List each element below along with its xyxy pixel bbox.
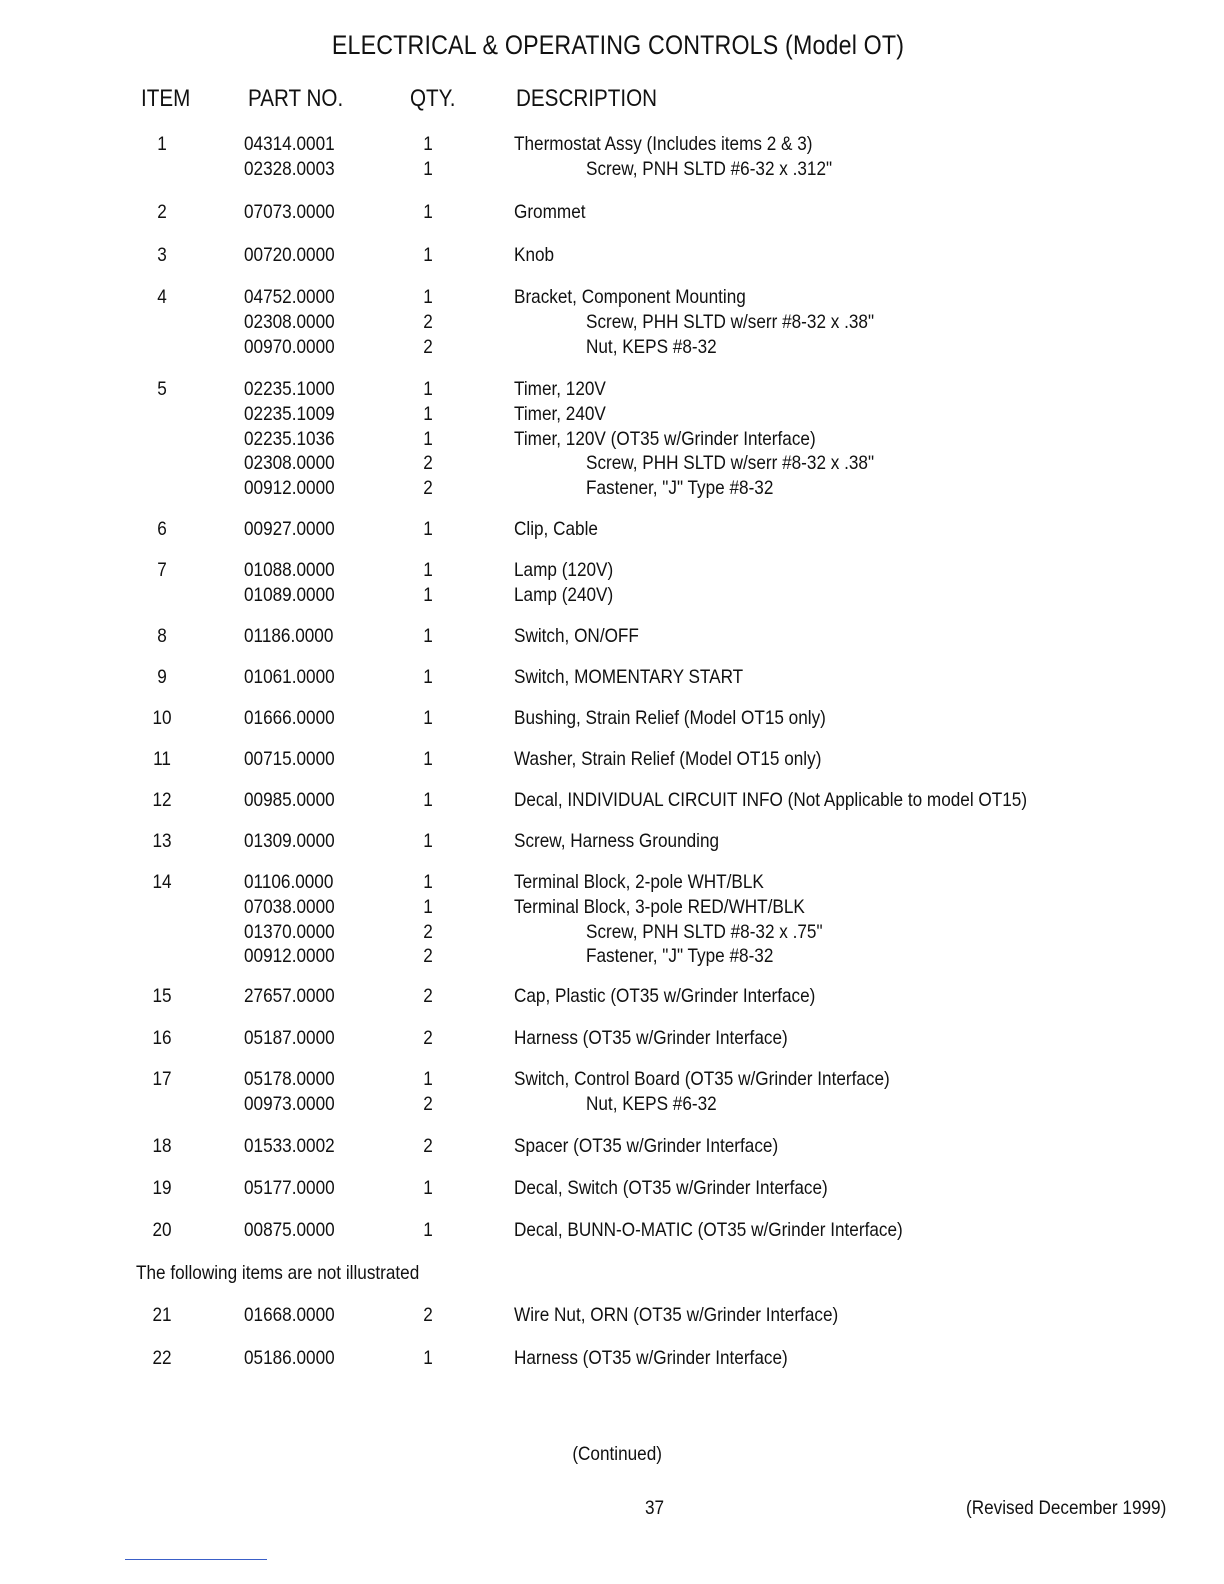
item-group <box>0 665 1224 690</box>
part-number: 00875.0000 <box>244 1219 335 1241</box>
part-number: 00715.0000 <box>244 748 335 770</box>
table-row <box>0 747 1224 772</box>
quantity: 1 <box>423 748 433 770</box>
table-row <box>0 310 1224 335</box>
quantity: 1 <box>423 286 433 308</box>
item-number: 5 <box>157 378 167 400</box>
part-number: 27657.0000 <box>244 985 335 1007</box>
part-number: 04314.0001 <box>244 133 335 155</box>
description: Decal, Switch (OT35 w/Grinder Interface) <box>514 1177 828 1199</box>
item-number: 1 <box>157 133 167 155</box>
quantity: 1 <box>423 518 433 540</box>
part-number: 07073.0000 <box>244 201 335 223</box>
part-number: 00927.0000 <box>244 518 335 540</box>
item-number: 9 <box>157 666 167 688</box>
table-row <box>0 335 1224 360</box>
description: Screw, PHH SLTD w/serr #8-32 x .38" <box>586 310 875 333</box>
table-row <box>0 476 1224 501</box>
table-row <box>0 895 1224 920</box>
part-number: 02328.0003 <box>244 157 335 180</box>
quantity: 1 <box>423 1347 433 1369</box>
quantity: 1 <box>423 244 433 266</box>
table-row <box>0 706 1224 731</box>
table-row <box>0 377 1224 402</box>
table-row <box>0 1176 1224 1201</box>
item-number: 10 <box>152 707 172 729</box>
quantity: 1 <box>423 378 433 400</box>
item-group <box>0 1176 1224 1201</box>
part-number: 00973.0000 <box>244 1092 335 1115</box>
quantity: 2 <box>423 1304 433 1326</box>
item-number: 16 <box>152 1027 172 1049</box>
item-number: 19 <box>152 1177 172 1199</box>
table-row <box>0 402 1224 427</box>
description: Clip, Cable <box>514 518 598 540</box>
table-row <box>0 285 1224 310</box>
item-group <box>0 132 1224 182</box>
description: Bracket, Component Mounting <box>514 286 746 308</box>
description: Cap, Plastic (OT35 w/Grinder Interface) <box>514 985 816 1007</box>
quantity: 1 <box>423 1219 433 1241</box>
part-number: 00912.0000 <box>244 945 335 968</box>
item-group <box>0 285 1224 359</box>
quantity: 1 <box>423 559 433 581</box>
description: Terminal Block, 2-pole WHT/BLK <box>514 871 764 893</box>
part-number: 01089.0000 <box>244 583 335 606</box>
table-row <box>0 984 1224 1009</box>
item-number: 11 <box>153 748 171 770</box>
table-row <box>0 200 1224 225</box>
item-number: 3 <box>157 244 167 266</box>
item-number: 22 <box>152 1347 172 1369</box>
item-group <box>0 243 1224 268</box>
quantity: 1 <box>423 1177 433 1199</box>
item-group <box>0 870 1224 969</box>
table-row <box>0 1134 1224 1159</box>
table-row <box>0 517 1224 542</box>
table-row <box>0 665 1224 690</box>
description: Lamp (120V) <box>514 559 614 581</box>
description: Screw, PHH SLTD w/serr #8-32 x .38" <box>586 452 875 475</box>
quantity: 1 <box>423 871 433 893</box>
part-number: 02308.0000 <box>244 310 335 333</box>
item-number: 6 <box>157 518 167 540</box>
part-number: 04752.0000 <box>244 286 335 308</box>
description: Terminal Block, 3-pole RED/WHT/BLK <box>514 895 805 918</box>
description: Fastener, "J" Type #8-32 <box>586 477 774 500</box>
revision-note: (Revised December 1999) <box>966 1497 1167 1519</box>
item-number: 12 <box>152 789 172 811</box>
part-number: 01106.0000 <box>244 871 334 893</box>
item-number: 14 <box>152 871 172 893</box>
description: Wire Nut, ORN (OT35 w/Grinder Interface) <box>514 1304 839 1326</box>
part-number: 01088.0000 <box>244 559 335 581</box>
quantity: 1 <box>423 666 433 688</box>
item-group <box>0 706 1224 731</box>
table-row <box>0 829 1224 854</box>
table-row <box>0 1303 1224 1328</box>
item-number: 8 <box>157 625 167 647</box>
table-row <box>0 920 1224 945</box>
quantity: 2 <box>423 920 433 943</box>
item-group <box>0 1026 1224 1051</box>
item-group <box>0 558 1224 608</box>
page-number: 37 <box>645 1497 665 1519</box>
continued-label: (Continued) <box>572 1443 662 1465</box>
part-number: 05186.0000 <box>244 1347 335 1369</box>
quantity: 2 <box>423 335 433 358</box>
item-group <box>0 200 1224 225</box>
item-group <box>0 1134 1224 1159</box>
table-row <box>0 558 1224 583</box>
quantity: 2 <box>423 945 433 968</box>
item-group <box>0 624 1224 649</box>
quantity: 1 <box>423 830 433 852</box>
column-header-part-no: PART NO. <box>248 85 344 112</box>
item-number: 13 <box>152 830 172 852</box>
description: Timer, 240V <box>514 402 606 425</box>
item-group <box>0 1346 1224 1371</box>
item-group <box>0 788 1224 813</box>
quantity: 2 <box>423 1027 433 1049</box>
quantity: 1 <box>423 157 433 180</box>
part-number: 02235.1009 <box>244 402 335 425</box>
part-number: 05178.0000 <box>244 1068 335 1090</box>
part-number: 00720.0000 <box>244 244 335 266</box>
description: Grommet <box>514 201 586 223</box>
table-row <box>0 624 1224 649</box>
item-number: 17 <box>152 1068 172 1090</box>
table-row <box>0 944 1224 969</box>
part-number: 01533.0002 <box>244 1135 335 1157</box>
description: Switch, ON/OFF <box>514 625 639 647</box>
part-number: 01061.0000 <box>244 666 335 688</box>
part-number: 05177.0000 <box>244 1177 335 1199</box>
description: Spacer (OT35 w/Grinder Interface) <box>514 1135 779 1157</box>
description: Screw, Harness Grounding <box>514 830 720 852</box>
part-number: 00912.0000 <box>244 477 335 500</box>
column-header-item: ITEM <box>141 85 191 112</box>
table-row <box>0 132 1224 157</box>
footer-divider <box>125 1559 267 1560</box>
quantity: 1 <box>423 427 433 450</box>
part-number: 05187.0000 <box>244 1027 335 1049</box>
column-header-qty: QTY. <box>410 85 456 112</box>
quantity: 1 <box>423 583 433 606</box>
part-number: 02235.1036 <box>244 427 335 450</box>
description: Switch, Control Board (OT35 w/Grinder Interface) <box>514 1068 890 1090</box>
description: Timer, 120V (OT35 w/Grinder Interface) <box>514 427 816 450</box>
item-group <box>0 747 1224 772</box>
quantity: 1 <box>423 133 433 155</box>
table-row <box>0 1092 1224 1117</box>
quantity: 1 <box>423 789 433 811</box>
description: Nut, KEPS #6-32 <box>586 1092 717 1115</box>
quantity: 1 <box>423 625 433 647</box>
quantity: 1 <box>423 201 433 223</box>
quantity: 1 <box>423 895 433 918</box>
item-number: 2 <box>157 201 167 223</box>
description: Nut, KEPS #8-32 <box>586 335 717 358</box>
item-group <box>0 377 1224 501</box>
part-number: 01370.0000 <box>244 920 335 943</box>
part-number: 01309.0000 <box>244 830 335 852</box>
description: Thermostat Assy (Includes items 2 & 3) <box>514 133 813 155</box>
description: Fastener, "J" Type #8-32 <box>586 945 774 968</box>
item-group <box>0 1303 1224 1328</box>
table-row <box>0 243 1224 268</box>
part-number: 02235.1000 <box>244 378 335 400</box>
description: Bushing, Strain Relief (Model OT15 only) <box>514 707 826 729</box>
part-number: 02308.0000 <box>244 452 335 475</box>
table-row <box>0 1026 1224 1051</box>
item-group <box>0 984 1224 1009</box>
quantity: 2 <box>423 985 433 1007</box>
item-group <box>0 1067 1224 1117</box>
page-title: ELECTRICAL & OPERATING CONTROLS (Model OT) <box>331 30 905 60</box>
description: Decal, INDIVIDUAL CIRCUIT INFO (Not Applicable to model OT15) <box>514 789 1028 811</box>
table-row <box>0 1346 1224 1371</box>
item-group <box>0 829 1224 854</box>
table-row <box>0 870 1224 895</box>
description: Switch, MOMENTARY START <box>514 666 744 688</box>
description: Knob <box>514 244 555 266</box>
table-row <box>0 427 1224 452</box>
item-group <box>0 517 1224 542</box>
quantity: 1 <box>423 402 433 425</box>
item-number: 4 <box>157 286 167 308</box>
description: Screw, PNH SLTD #8-32 x .75" <box>586 920 823 943</box>
description: Decal, BUNN-O-MATIC (OT35 w/Grinder Interface) <box>514 1219 903 1241</box>
table-row <box>0 583 1224 608</box>
description: Harness (OT35 w/Grinder Interface) <box>514 1347 788 1369</box>
table-row <box>0 157 1224 182</box>
part-number: 00970.0000 <box>244 335 335 358</box>
quantity: 2 <box>423 477 433 500</box>
table-row <box>0 788 1224 813</box>
quantity: 2 <box>423 1135 433 1157</box>
description: Washer, Strain Relief (Model OT15 only) <box>514 748 822 770</box>
table-row <box>0 1067 1224 1092</box>
quantity: 2 <box>423 1092 433 1115</box>
table-row <box>0 1218 1224 1243</box>
description: Harness (OT35 w/Grinder Interface) <box>514 1027 788 1049</box>
item-number: 7 <box>157 559 167 581</box>
part-number: 00985.0000 <box>244 789 335 811</box>
item-group <box>0 1218 1224 1243</box>
part-number: 01668.0000 <box>244 1304 335 1326</box>
part-number: 01186.0000 <box>244 625 334 647</box>
quantity: 1 <box>423 1068 433 1090</box>
item-number: 21 <box>152 1304 172 1326</box>
description: Screw, PNH SLTD #6-32 x .312" <box>586 157 833 180</box>
not-illustrated-note: The following items are not illustrated <box>136 1262 420 1284</box>
part-number: 01666.0000 <box>244 707 335 729</box>
item-number: 20 <box>152 1219 172 1241</box>
part-number: 07038.0000 <box>244 895 335 918</box>
column-header-description: DESCRIPTION <box>516 85 658 112</box>
description: Lamp (240V) <box>514 583 614 606</box>
item-number: 15 <box>152 985 172 1007</box>
item-number: 18 <box>152 1135 172 1157</box>
quantity: 2 <box>423 452 433 475</box>
quantity: 2 <box>423 310 433 333</box>
description: Timer, 120V <box>514 378 606 400</box>
quantity: 1 <box>423 707 433 729</box>
table-row <box>0 451 1224 476</box>
